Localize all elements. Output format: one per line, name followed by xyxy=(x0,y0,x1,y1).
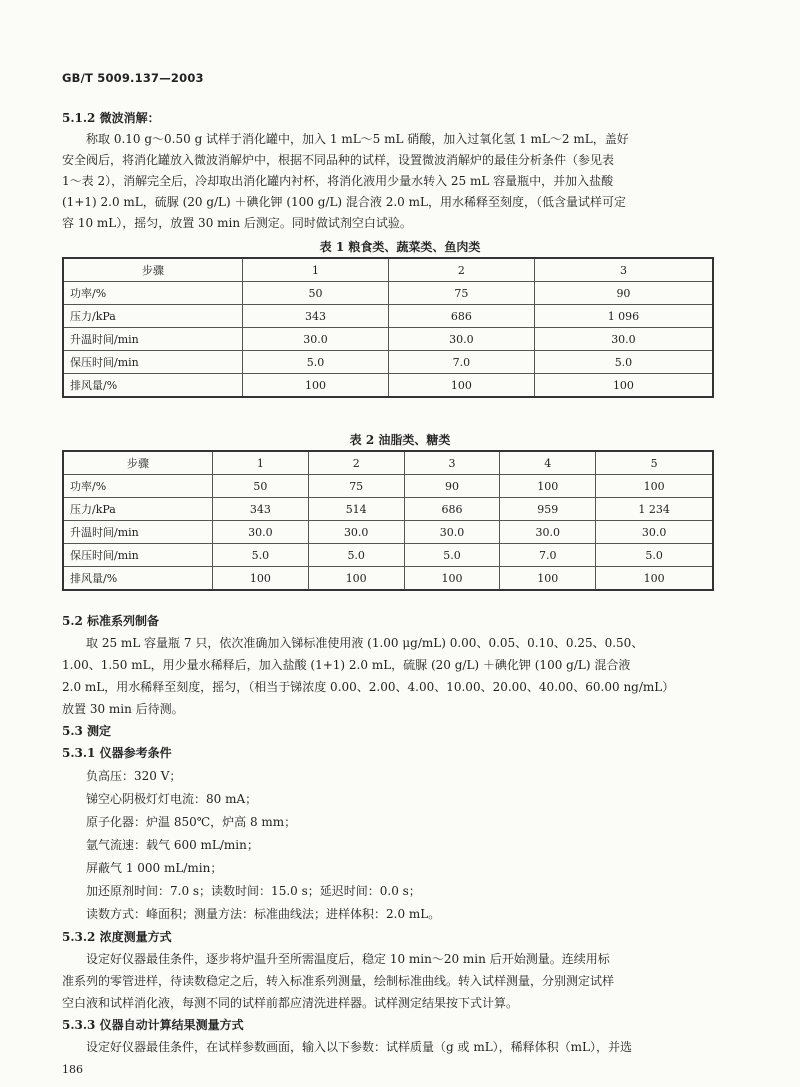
table-row xyxy=(63,521,713,544)
table-cell: 100 xyxy=(404,567,500,591)
table-cell: 30.0 xyxy=(500,521,596,544)
section-5-1-2-title: 5.1.2 微波消解： xyxy=(62,111,160,125)
table-cell: 5.0 xyxy=(243,351,389,374)
table-1 xyxy=(62,257,714,398)
table-cell: 90 xyxy=(534,282,713,305)
table-cell: 959 xyxy=(500,498,596,521)
paragraph-line: 空白液和试样消化液，每测不同的试样前都应清洗进样器。试样测定结果按下式计算。 xyxy=(62,996,519,1010)
table-cell: 100 xyxy=(596,567,713,591)
table-row xyxy=(63,567,713,591)
paragraph-line: 称取 0.10 g～0.50 g 试样于消化罐中，加入 1 mL～5 mL 硝酸，加入过氧化氢 1 mL～2 mL，盖好 xyxy=(86,132,629,146)
row-label: 压力/kPa xyxy=(63,498,213,521)
paragraph-line: 放置 30 min 后待测。 xyxy=(62,702,184,716)
table-cell: 100 xyxy=(596,475,713,498)
standard-number-header: GB/T 5009.137—2003 xyxy=(62,71,204,85)
table-cell: 1 096 xyxy=(534,305,713,328)
paragraph-line: 设定好仪器最佳条件，在试样参数画面，输入以下参数：试样质量（g 或 mL），稀释体积（mL），并选 xyxy=(86,1040,633,1054)
table-cell: 30.0 xyxy=(596,521,713,544)
table-cell: 5.0 xyxy=(534,351,713,374)
header-cell: 步骤 xyxy=(63,258,243,282)
table-cell: 514 xyxy=(308,498,404,521)
row-label: 功率/% xyxy=(63,282,243,305)
table-cell: 30.0 xyxy=(243,328,389,351)
paragraph-line: 负高压：320 V； xyxy=(86,769,182,783)
paragraph-line: 安全阀后，将消化罐放入微波消解炉中，根据不同品种的试样，设置微波消解炉的最佳分析条件（参见表 xyxy=(62,153,615,167)
paragraph-line: 设定好仪器最佳条件，逐步将炉温升至所需温度后，稳定 10 min～20 min 后开始测量。连续用标 xyxy=(86,952,610,966)
table-2 xyxy=(62,450,714,591)
row-label: 保压时间/min xyxy=(63,544,213,567)
table-cell: 75 xyxy=(388,282,534,305)
table-cell: 5.0 xyxy=(404,544,500,567)
table-cell: 90 xyxy=(404,475,500,498)
table-cell: 30.0 xyxy=(534,328,713,351)
table-row xyxy=(63,305,713,328)
table-cell: 7.0 xyxy=(500,544,596,567)
table-cell: 5.0 xyxy=(596,544,713,567)
paragraph-line: 屏蔽气 1 000 mL/min； xyxy=(86,861,223,875)
row-label: 功率/% xyxy=(63,475,213,498)
table-cell: 686 xyxy=(404,498,500,521)
table-cell: 5.0 xyxy=(213,544,309,567)
header-cell: 3 xyxy=(404,451,500,475)
section-5-3-2-title: 5.3.2 浓度测量方式 xyxy=(62,930,172,944)
table-cell: 7.0 xyxy=(388,351,534,374)
table-row xyxy=(63,282,713,305)
row-label: 升温时间/min xyxy=(63,328,243,351)
paragraph-line: 锑空心阴极灯灯电流：80 mA； xyxy=(86,792,258,806)
paragraph-line: (1+1) 2.0 mL，硫脲 (20 g/L) ＋碘化钾 (100 g/L) 混合液 2.0 mL，用水稀释至刻度，（低含量试样可定 xyxy=(62,195,626,209)
table-cell: 30.0 xyxy=(388,328,534,351)
section-5-3-3-title: 5.3.3 仪器自动计算结果测量方式 xyxy=(62,1018,244,1032)
paragraph-line: 容 10 mL），摇匀，放置 30 min 后测定。同时做试剂空白试验。 xyxy=(62,216,412,230)
table-cell: 100 xyxy=(500,567,596,591)
paragraph-line: 读数方式：峰面积；测量方法：标准曲线法；进样体积：2.0 mL。 xyxy=(86,907,441,921)
table-cell: 30.0 xyxy=(308,521,404,544)
section-5-2-title: 5.2 标准系列制备 xyxy=(62,614,160,628)
paragraph-line: 氩气流速：载气 600 mL/min； xyxy=(86,838,259,852)
row-label: 升温时间/min xyxy=(63,521,213,544)
row-label: 排风量/% xyxy=(63,374,243,398)
table-header-row xyxy=(63,451,713,475)
row-label: 保压时间/min xyxy=(63,351,243,374)
table-row xyxy=(63,544,713,567)
table-row xyxy=(63,475,713,498)
table-cell: 100 xyxy=(243,374,389,398)
table-cell: 100 xyxy=(534,374,713,398)
table-cell: 686 xyxy=(388,305,534,328)
section-5-3-1-title: 5.3.1 仪器参考条件 xyxy=(62,746,172,760)
paragraph-line: 1～表 2），消解完全后，冷却取出消化罐内衬杯，将消化液用少量水转入 25 mL 容量瓶中，并加入盐酸 xyxy=(62,174,614,188)
section-5-3-title: 5.3 测定 xyxy=(62,724,112,738)
table-cell: 75 xyxy=(308,475,404,498)
table-cell: 343 xyxy=(243,305,389,328)
paragraph-line: 1.00、1.50 mL，用少量水稀释后，加入盐酸 (1+1) 2.0 mL，硫脲 (20 g/L) ＋碘化钾 (100 g/L) 混合液 xyxy=(62,658,631,672)
table-2-caption: 表 2 油脂类、糖类 xyxy=(349,433,451,447)
paragraph-line: 取 25 mL 容量瓶 7 只，依次准确加入锑标准使用液 (1.00 μg/mL) 0.00、0.05、0.10、0.25、0.50、 xyxy=(86,636,644,650)
paragraph-line: 加还原剂时间：7.0 s；读数时间：15.0 s；延迟时间：0.0 s； xyxy=(86,884,421,898)
table-cell: 100 xyxy=(500,475,596,498)
header-cell: 5 xyxy=(596,451,713,475)
table-cell: 1 234 xyxy=(596,498,713,521)
table-cell: 343 xyxy=(213,498,309,521)
table-cell: 100 xyxy=(308,567,404,591)
header-cell: 1 xyxy=(213,451,309,475)
table-cell: 50 xyxy=(243,282,389,305)
table-cell: 30.0 xyxy=(404,521,500,544)
header-cell: 2 xyxy=(308,451,404,475)
table-header-row xyxy=(63,258,713,282)
table-cell: 100 xyxy=(388,374,534,398)
header-cell: 1 xyxy=(243,258,389,282)
header-cell: 4 xyxy=(500,451,596,475)
row-label: 压力/kPa xyxy=(63,305,243,328)
table-row xyxy=(63,498,713,521)
table-cell: 5.0 xyxy=(308,544,404,567)
table-row xyxy=(63,374,713,398)
header-cell: 步骤 xyxy=(63,451,213,475)
table-1-caption: 表 1 粮食类、蔬菜类、鱼肉类 xyxy=(319,240,481,254)
table-cell: 30.0 xyxy=(213,521,309,544)
table-row xyxy=(63,351,713,374)
table-cell: 100 xyxy=(213,567,309,591)
row-label: 排风量/% xyxy=(63,567,213,591)
paragraph-line: 原子化器：炉温 850℃，炉高 8 mm； xyxy=(86,815,297,829)
header-cell: 3 xyxy=(534,258,713,282)
table-cell: 50 xyxy=(213,475,309,498)
table-row xyxy=(63,328,713,351)
header-cell: 2 xyxy=(388,258,534,282)
paragraph-line: 准系列的零管进样，待读数稳定之后，转入标准系列测量，绘制标准曲线。转入试样测量，分别测定试样 xyxy=(62,974,615,988)
page-number: 186 xyxy=(62,1063,83,1076)
paragraph-line: 2.0 mL，用水稀释至刻度，摇匀，（相当于锑浓度 0.00、2.00、4.00、10.00、20.00、40.00、60.00 ng/mL） xyxy=(62,680,675,694)
